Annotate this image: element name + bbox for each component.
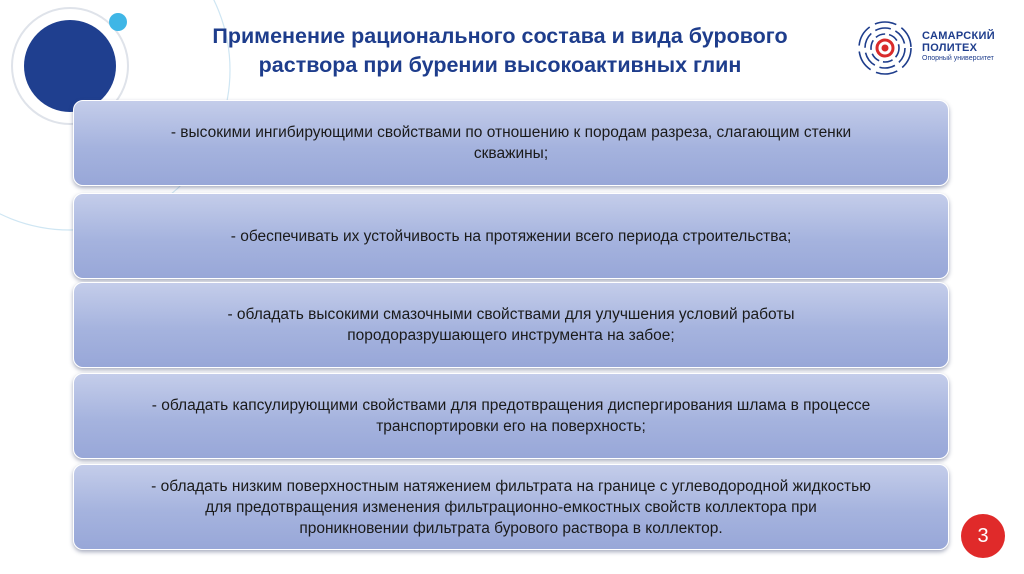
page-number-badge <box>961 514 1005 558</box>
page-number: 3 <box>977 524 989 547</box>
requirement-box-4 <box>73 373 949 459</box>
requirement-box-1 <box>73 100 949 186</box>
logo-line-2: ПОЛИТЕХ <box>922 42 978 54</box>
requirement-4-line-1: - обладать капсулирующими свойствами для предотвращения диспергирования шлама в процессе <box>151 397 871 414</box>
requirement-1-line-1: - высокими ингибирующими свойствами по отношению к породам разреза, слагающим стенки <box>170 124 852 141</box>
requirement-box-3 <box>73 282 949 368</box>
logo-line-1: САМАРСКИЙ <box>922 30 995 42</box>
requirement-4-line-2: транспортировки его на поверхность; <box>376 418 646 435</box>
requirement-5-line-3: проникновении фильтрата бурового раствора в коллектор. <box>299 519 723 537</box>
requirement-1-line-2: скважины; <box>473 145 549 162</box>
requirement-5-line-2: для предотвращения изменения фильтрационно-емкостных свойств коллектора при <box>205 498 817 516</box>
requirement-5-line-1: - обладать низким поверхностным натяжением фильтрата на границе с углеводородной жидкостью <box>151 477 871 495</box>
requirement-box-2 <box>73 193 949 279</box>
logo-text <box>922 30 995 64</box>
title-line-2: раствора при бурении высокоактивных глин <box>258 53 742 77</box>
title-line-1: Применение рационального состава и вида бурового <box>212 24 788 48</box>
requirement-2-line-1: - обеспечивать их устойчивость на протяжении всего периода строительства; <box>230 227 792 245</box>
deco-dark-circle <box>24 20 116 112</box>
slide-title <box>150 22 850 80</box>
requirement-box-5 <box>73 464 949 550</box>
requirement-3-line-1: - обладать высокими смазочными свойствами для улучшения условий работы <box>227 306 795 323</box>
deco-light-dot <box>109 13 127 31</box>
logo-line-3: Опорный университет <box>922 55 994 62</box>
requirement-3-line-2: породоразрушающего инструмента на забое; <box>347 327 675 344</box>
